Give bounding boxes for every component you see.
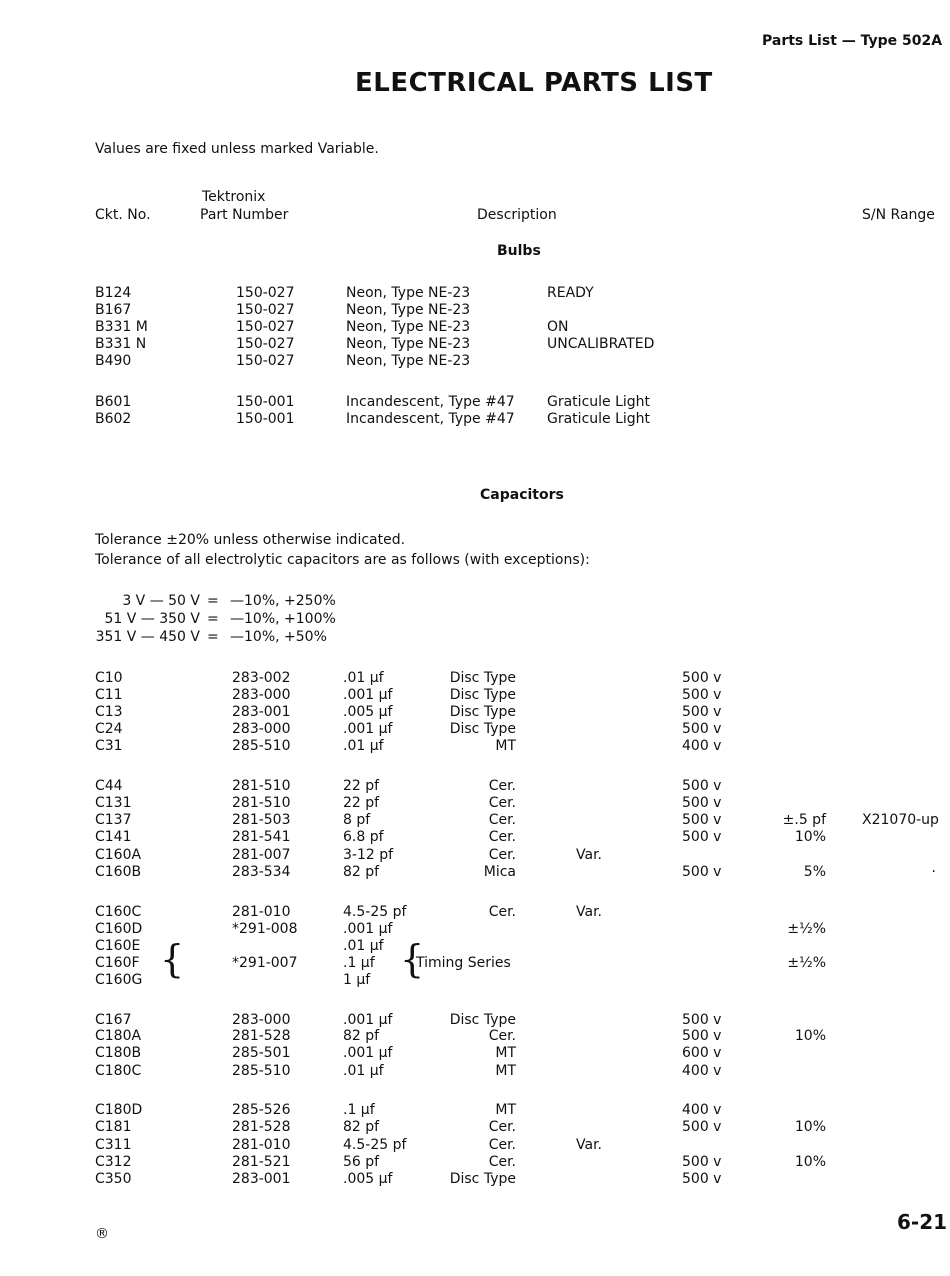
cap-voltage: 500 v	[682, 670, 722, 686]
right-brace-icon: {	[400, 937, 425, 981]
bulb-description: Neon, Type NE-23	[346, 336, 471, 352]
cap-part-number: 281-528	[232, 1028, 291, 1044]
cap-part-number: 283-000	[232, 687, 291, 703]
cap-value: .1 µf	[343, 1102, 375, 1118]
cap-type: MT	[495, 1045, 516, 1061]
cap-value: .1 µf	[343, 955, 375, 971]
cap-ckt-no: C311	[95, 1137, 132, 1153]
cap-type: Disc Type	[449, 1171, 516, 1187]
cap-tolerance: ±½%	[787, 921, 826, 937]
cap-value: 56 pf	[343, 1154, 380, 1170]
cap-tolerance: 10%	[794, 829, 826, 845]
cap-voltage: 500 v	[682, 704, 722, 720]
cap-part-number: 283-001	[232, 704, 291, 720]
cap-value: .001 µf	[343, 1045, 393, 1061]
cap-ckt-no: C180D	[95, 1102, 143, 1118]
cap-voltage: 400 v	[682, 738, 722, 754]
cap-tolerance: 10%	[794, 1154, 826, 1170]
cap-tolerance: ±.5 pf	[782, 812, 826, 828]
cap-part-number: 281-010	[232, 904, 291, 920]
cap-variable: Var.	[576, 1137, 602, 1153]
registered-mark-icon: ®	[95, 1226, 109, 1242]
bulb-description: Neon, Type NE-23	[346, 353, 471, 369]
cap-voltage: 500 v	[682, 1171, 722, 1187]
bulb-part-number: 150-001	[236, 394, 295, 410]
cap-value: 8 pf	[343, 812, 371, 828]
bulb-description: Neon, Type NE-23	[346, 319, 471, 335]
cap-type: Cer.	[488, 829, 516, 845]
cap-ckt-no: C160C	[95, 904, 142, 920]
bulb-ckt-no: B331 N	[95, 336, 147, 352]
cap-voltage: 500 v	[682, 1028, 722, 1044]
cap-tolerance: 10%	[794, 1119, 826, 1135]
bulb-part-number: 150-027	[236, 302, 295, 318]
rule-voltage-range: 51 V — 350 V	[104, 611, 200, 627]
cap-type: Mica	[483, 864, 516, 880]
cap-part-number: 281-010	[232, 1137, 291, 1153]
bulb-note: UNCALIBRATED	[547, 336, 655, 352]
cap-voltage: 500 v	[682, 687, 722, 703]
cap-tolerance: 5%	[803, 864, 826, 880]
cap-variable: Var.	[576, 904, 602, 920]
cap-voltage: 500 v	[682, 1119, 722, 1135]
tolerance-note-2: Tolerance of all electrolytic capacitors are as follows (with exceptions):	[95, 552, 590, 568]
cap-voltage: 500 v	[682, 864, 722, 880]
cap-value: 1 µf	[343, 972, 371, 988]
bulb-description: Neon, Type NE-23	[346, 302, 471, 318]
cap-ckt-no: C141	[95, 829, 132, 845]
cap-ckt-no: C137	[95, 812, 132, 828]
cap-voltage: 600 v	[682, 1045, 722, 1061]
cap-type: Timing Series	[416, 955, 511, 971]
cap-value: 4.5-25 pf	[343, 1137, 407, 1153]
bulb-part-number: 150-027	[236, 285, 295, 301]
cap-value: 3-12 pf	[343, 847, 394, 863]
cap-type: Cer.	[488, 1137, 516, 1153]
header-sn-range: S/N Range	[862, 207, 935, 223]
cap-value: .005 µf	[343, 1171, 393, 1187]
cap-ckt-no: C131	[95, 795, 132, 811]
cap-ckt-no: C160A	[95, 847, 142, 863]
rule-voltage-range: 3 V — 50 V	[122, 593, 200, 609]
cap-value: .01 µf	[343, 1063, 384, 1079]
cap-value: .001 µf	[343, 721, 393, 737]
cap-type: Cer.	[488, 812, 516, 828]
cap-voltage: 500 v	[682, 829, 722, 845]
rule-equals: =	[207, 629, 219, 645]
cap-ckt-no: C10	[95, 670, 123, 686]
cap-ckt-no: C160G	[95, 972, 143, 988]
cap-variable: Var.	[576, 847, 602, 863]
rule-tolerance: —10%, +100%	[230, 611, 336, 627]
cap-part-number: 283-002	[232, 670, 291, 686]
bulb-part-number: 150-027	[236, 319, 295, 335]
bulb-note: Graticule Light	[547, 411, 651, 427]
cap-ckt-no: C180C	[95, 1063, 142, 1079]
cap-value: 82 pf	[343, 1119, 380, 1135]
cap-ckt-no: C167	[95, 1012, 132, 1028]
cap-part-number: *291-008	[232, 921, 298, 937]
cap-value: .01 µf	[343, 670, 384, 686]
cap-voltage: 500 v	[682, 778, 722, 794]
cap-value: 82 pf	[343, 864, 380, 880]
cap-voltage: 500 v	[682, 1012, 722, 1028]
header-ckt-no: Ckt. No.	[95, 207, 151, 223]
cap-part-number: 281-528	[232, 1119, 291, 1135]
rule-equals: =	[207, 593, 219, 609]
cap-voltage: 400 v	[682, 1063, 722, 1079]
cap-type: Cer.	[488, 1119, 516, 1135]
cap-type: Cer.	[488, 1028, 516, 1044]
cap-value: 82 pf	[343, 1028, 380, 1044]
bulb-description: Incandescent, Type #47	[346, 394, 515, 410]
bulb-part-number: 150-027	[236, 336, 295, 352]
cap-ckt-no: C160E	[95, 938, 141, 954]
cap-type: Cer.	[488, 778, 516, 794]
cap-value: 6.8 pf	[343, 829, 384, 845]
bulb-description: Incandescent, Type #47	[346, 411, 515, 427]
cap-part-number: 285-510	[232, 1063, 291, 1079]
cap-sn-range: X21070-up	[862, 812, 939, 828]
tolerance-note-1: Tolerance ±20% unless otherwise indicated.	[95, 532, 406, 548]
cap-voltage: 500 v	[682, 721, 722, 737]
cap-type: MT	[495, 738, 516, 754]
bulb-ckt-no: B331 M	[95, 319, 148, 335]
cap-part-number: *291-007	[232, 955, 298, 971]
cap-ckt-no: C11	[95, 687, 123, 703]
cap-ckt-no: C181	[95, 1119, 132, 1135]
bulb-ckt-no: B602	[95, 411, 132, 427]
cap-type: Disc Type	[449, 670, 516, 686]
cap-type: MT	[495, 1063, 516, 1079]
cap-voltage: 500 v	[682, 1154, 722, 1170]
cap-type: Disc Type	[449, 1012, 516, 1028]
rule-tolerance: —10%, +50%	[230, 629, 327, 645]
header-part-number: Part Number	[200, 207, 289, 223]
bulb-note: READY	[547, 285, 594, 301]
cap-part-number: 281-503	[232, 812, 291, 828]
bulb-part-number: 150-001	[236, 411, 295, 427]
bulb-description: Neon, Type NE-23	[346, 285, 471, 301]
cap-part-number: 283-000	[232, 1012, 291, 1028]
cap-ckt-no: C44	[95, 778, 123, 794]
rule-equals: =	[207, 611, 219, 627]
page-title: ELECTRICAL PARTS LIST	[355, 68, 713, 98]
cap-value: 4.5-25 pf	[343, 904, 407, 920]
cap-voltage: 500 v	[682, 812, 722, 828]
cap-part-number: 281-007	[232, 847, 291, 863]
cap-ckt-no: C180B	[95, 1045, 142, 1061]
cap-type: Disc Type	[449, 721, 516, 737]
cap-ckt-no: C160F	[95, 955, 140, 971]
bulb-part-number: 150-027	[236, 353, 295, 369]
bulb-ckt-no: B601	[95, 394, 132, 410]
cap-voltage: 400 v	[682, 1102, 722, 1118]
cap-value: 22 pf	[343, 778, 380, 794]
section-heading-bulbs: Bulbs	[497, 243, 541, 259]
cap-ckt-no: C312	[95, 1154, 132, 1170]
cap-part-number: 283-000	[232, 721, 291, 737]
left-brace-icon: {	[160, 937, 185, 981]
cap-ckt-no: C24	[95, 721, 123, 737]
cap-value: 22 pf	[343, 795, 380, 811]
cap-part-number: 283-001	[232, 1171, 291, 1187]
cap-ckt-no: C160D	[95, 921, 143, 937]
cap-part-number: 281-510	[232, 795, 291, 811]
bulb-ckt-no: B124	[95, 285, 132, 301]
cap-value: .005 µf	[343, 704, 393, 720]
section-heading-capacitors: Capacitors	[480, 487, 564, 503]
cap-ckt-no: C31	[95, 738, 123, 754]
cap-tolerance: ±½%	[787, 955, 826, 971]
cap-type: Cer.	[488, 795, 516, 811]
cap-ckt-no: C160B	[95, 864, 142, 880]
cap-type: Cer.	[488, 847, 516, 863]
cap-ckt-no: C180A	[95, 1028, 142, 1044]
cap-type: Disc Type	[449, 687, 516, 703]
cap-voltage: 500 v	[682, 795, 722, 811]
cap-type: Cer.	[488, 1154, 516, 1170]
cap-part-number: 285-501	[232, 1045, 291, 1061]
bulb-note: ON	[547, 319, 569, 335]
bulb-note: Graticule Light	[547, 394, 651, 410]
rule-voltage-range: 351 V — 450 V	[95, 629, 200, 645]
page-number: 6-21	[897, 1210, 948, 1234]
rule-tolerance: —10%, +250%	[230, 593, 336, 609]
intro-text: Values are fixed unless marked Variable.	[95, 141, 379, 157]
cap-part-number: 281-510	[232, 778, 291, 794]
bulb-ckt-no: B490	[95, 353, 132, 369]
cap-ckt-no: C350	[95, 1171, 132, 1187]
cap-type: MT	[495, 1102, 516, 1118]
cap-value: .001 µf	[343, 687, 393, 703]
running-head: Parts List — Type 502A	[762, 33, 943, 49]
header-description: Description	[477, 207, 557, 223]
cap-type: Cer.	[488, 904, 516, 920]
cap-value: .001 µf	[343, 921, 393, 937]
cap-part-number: 283-534	[232, 864, 291, 880]
cap-tolerance: 10%	[794, 1028, 826, 1044]
cap-part-number: 281-521	[232, 1154, 291, 1170]
header-tektronix: Tektronix	[202, 189, 266, 205]
cap-sn-range: ·	[931, 864, 936, 880]
bulb-ckt-no: B167	[95, 302, 132, 318]
cap-value: .001 µf	[343, 1012, 393, 1028]
cap-type: Disc Type	[449, 704, 516, 720]
cap-ckt-no: C13	[95, 704, 123, 720]
cap-part-number: 285-510	[232, 738, 291, 754]
cap-value: .01 µf	[343, 938, 384, 954]
cap-part-number: 285-526	[232, 1102, 291, 1118]
cap-value: .01 µf	[343, 738, 384, 754]
cap-part-number: 281-541	[232, 829, 291, 845]
